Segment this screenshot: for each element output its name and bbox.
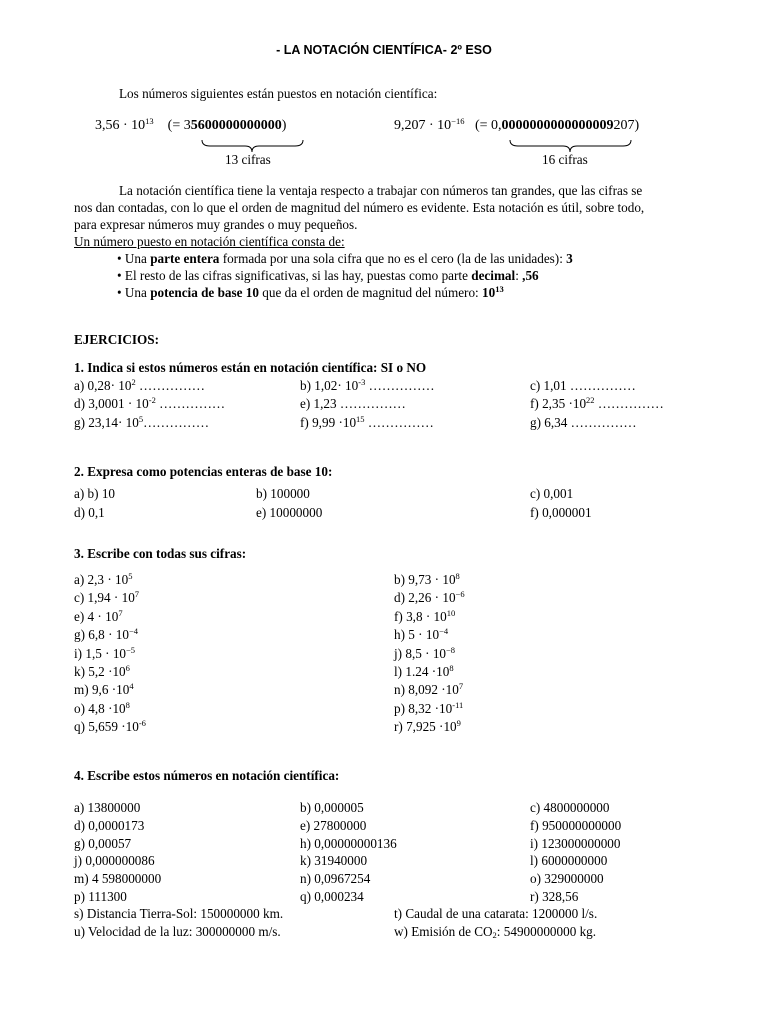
ex3-item: c) $1,94 \cdot 10^7$ (74, 589, 140, 605)
ex4-item: p) 111300 (74, 889, 127, 904)
ex1-item: f) $2,35 \cdot 10^{22}$ …………… (530, 395, 664, 411)
ex4-item-w: w) Emisión de $CO_2$: 54900000000 kg. (394, 924, 597, 940)
ex2-title: 2. Expresa como potencias enteras de base 10: (74, 464, 333, 479)
ex4-item: k) 31940000 (300, 853, 368, 868)
ejercicios-heading: EJERCICIOS: (74, 332, 160, 347)
bullet-2: • El resto de las cifras significativas, si las hay, puestas como parte decimal: ,56 (117, 268, 539, 283)
ex2-item: f) 0,000001 (530, 505, 592, 520)
ex3-item: f) $3,8 \cdot 10^{10}$ (394, 608, 456, 624)
ex4-item: q) 0,000234 (300, 889, 364, 904)
ex4-item: r) 328,56 (530, 889, 579, 904)
ex3-item: a) $2,3 \cdot 10^5$ (74, 571, 133, 587)
ex3-item: h) $5 \cdot 10^{-4}$ (394, 626, 449, 642)
ex3-item: d) $2,26 \cdot 10^{-6}$ (394, 589, 465, 605)
ex1-item: g) 6,34 …………… (530, 415, 637, 430)
ex1-item: e) 1,23 …………… (300, 396, 406, 411)
ex2-item: a) b) 10 (74, 486, 116, 501)
example-1: $3,56 \cdot 10^{13}$ (= 35600000000000) (95, 116, 287, 133)
ex4-item: a) 13800000 (74, 800, 141, 815)
ex2-item: e) 10000000 (256, 505, 323, 520)
ex4-item-u: u) Velocidad de la luz: 300000000 m/s. (74, 924, 281, 939)
ex3-item: p) $8,32 \cdot 10^{-11}$ (394, 700, 464, 716)
ex4-item: b) 0,000005 (300, 800, 364, 815)
ex1-item: f) $9,99 \cdot 10^{15}$ …………… (300, 414, 434, 430)
ex4-item: e) 27800000 (300, 818, 367, 833)
ex2-item: d) 0,1 (74, 505, 105, 520)
ex3-item: n) $8,092 \cdot 10^7$ (394, 681, 464, 697)
ex4-item: d) 0,0000173 (74, 818, 145, 833)
caption-13: 13 cifras (225, 152, 271, 167)
ex4-item: f) 950000000000 (530, 818, 622, 833)
example-2: $9,207 \cdot 10^{-16}$ (= 0,0000000000000009207) (394, 116, 640, 133)
ex3-item: k) $5,2 \cdot 10^6$ (74, 663, 130, 679)
ex3-item: g) $6,8 \cdot 10^{-4}$ (74, 626, 138, 642)
ex4-item: c) 4800000000 (530, 800, 610, 815)
ex4-item: m) 4 598000000 (74, 871, 162, 886)
ex4-item: l) 6000000000 (530, 853, 608, 868)
definition-heading: Un número puesto en notación científica consta de: (74, 234, 345, 249)
ex4-title: 4. Escribe estos números en notación científica: (74, 768, 340, 783)
ex1-item: b) $1,02\cdot 10^{-3}$ …………… (300, 377, 435, 393)
bullet-3: • Una potencia de base 10 que da el orden de magnitud del número: $10^{13}$ (117, 284, 504, 300)
ex2-item: c) 0,001 (530, 486, 574, 501)
ex4-item: o) 329000000 (530, 871, 604, 886)
ex3-item: j) $8,5 \cdot 10^{-8}$ (394, 645, 456, 661)
ex4-item: g) 0,00057 (74, 836, 132, 851)
bullet-1: • Una parte entera formada por una sola cifra que no es el cero (la de las unidades): 3 (117, 251, 573, 266)
ex4-item-t: t) Caudal de una catarata: 1200000 l/s. (394, 906, 598, 921)
ex1-title: 1. Indica si estos números están en notación científica: SI o NO (74, 360, 427, 375)
ex3-item: q) $5,659 \cdot 10^{-6}$ (74, 718, 146, 734)
ex1-item: d) $3,0001 \cdot 10^{-2}$ …………… (74, 395, 226, 411)
para1-line1: La notación científica tiene la ventaja respecto a trabajar con números tan grandes, que las cifras se (119, 183, 643, 198)
ex4-item: h) 0,00000000136 (300, 836, 397, 851)
caption-16: 16 cifras (542, 152, 588, 167)
para1-line3: para expresar números muy grandes o muy pequeños. (74, 217, 358, 232)
para1-line2: nos dan contadas, con lo que el orden de magnitud del número es evidente. Esta notación es útil, sobre todo, (74, 200, 645, 215)
intro-text: Los números siguientes están puestos en notación científica: (119, 86, 438, 101)
ex3-item: l) $1.24 \cdot 10^8$ (394, 663, 454, 679)
ex3-item: m) $9,6 \cdot 10^4$ (74, 681, 134, 697)
ex4-item-s: s) Distancia Tierra-Sol: 150000000 km. (74, 906, 284, 921)
ex3-item: i) $1,5 \cdot 10^{-5}$ (74, 645, 136, 661)
ex1-item: g) $23,14\cdot 10^5\dots\dots\dots\dots\dots$ (74, 414, 210, 430)
ex2-item: b) 100000 (256, 486, 310, 501)
page-title: - LA NOTACIÓN CIENTÍFICA- 2º ESO (276, 43, 492, 57)
ex4-item: i) 123000000000 (530, 836, 621, 851)
ex4-item: j) 0,000000086 (74, 853, 155, 868)
ex3-title: 3. Escribe con todas sus cifras: (74, 546, 247, 561)
ex3-item: o) $4,8 \cdot 10^8$ (74, 700, 130, 716)
ex3-item: e) $4 \cdot 10^7$ (74, 608, 123, 624)
ex1-item: a) $0,28\cdot 10^2$ …………… (74, 377, 205, 393)
ex3-item: b) $9,73 \cdot 10^8$ (394, 571, 460, 587)
ex4-item: n) 0,0967254 (300, 871, 371, 886)
ex1-item: c) 1,01 …………… (530, 378, 636, 393)
ex3-item: r) $7,925 \cdot 10^9$ (394, 718, 461, 734)
